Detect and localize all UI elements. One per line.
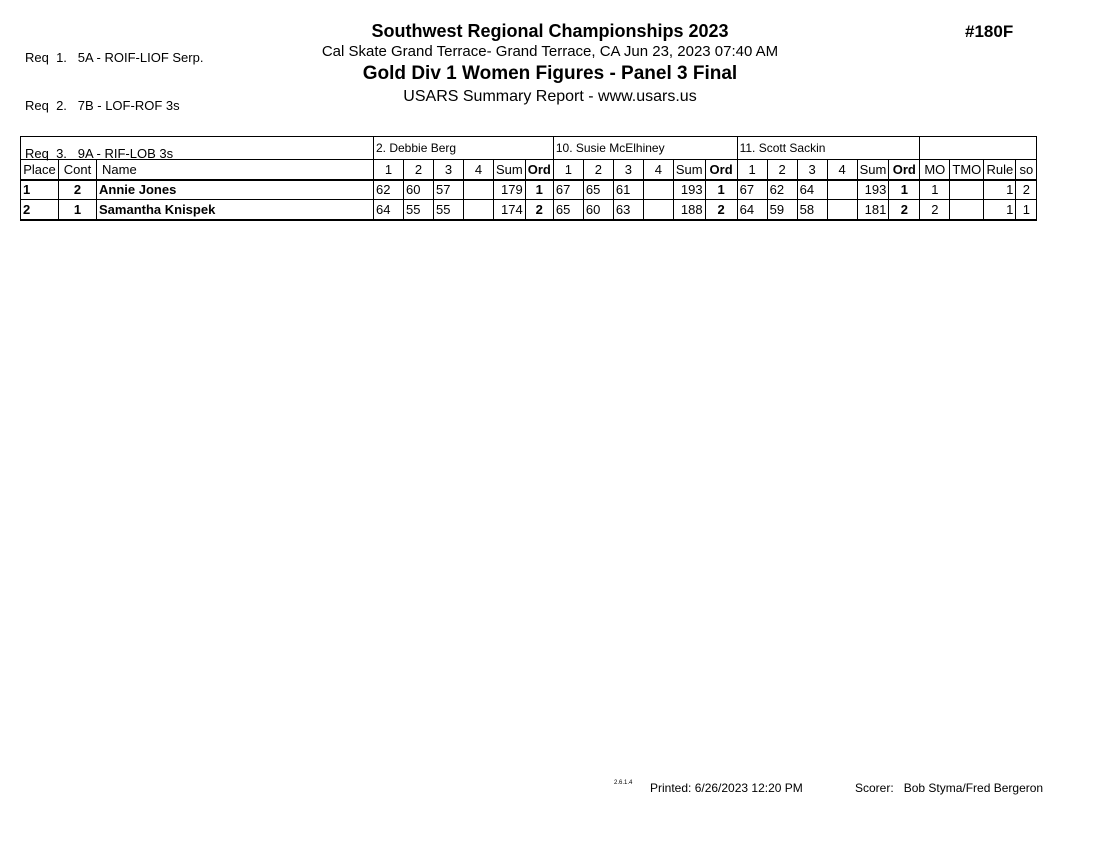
tmo-cell bbox=[950, 200, 984, 220]
score-cell: 61 bbox=[613, 180, 643, 200]
col-header-trial2: 2 bbox=[767, 160, 797, 180]
scorer-label: Scorer: bbox=[855, 781, 894, 795]
judge-row-spacer bbox=[920, 137, 1037, 160]
score-cell: 57 bbox=[434, 180, 464, 200]
score-cell bbox=[827, 180, 857, 200]
event-number: #180F bbox=[965, 22, 1014, 41]
contestant-number-cell: 2 bbox=[59, 180, 97, 200]
score-cell: 64 bbox=[797, 180, 827, 200]
score-cell: 55 bbox=[434, 200, 464, 220]
col-header-so: so bbox=[1016, 160, 1037, 180]
score-cell bbox=[827, 200, 857, 220]
col-header-trial2: 2 bbox=[404, 160, 434, 180]
score-cell: 60 bbox=[583, 200, 613, 220]
tmo-cell bbox=[950, 180, 984, 200]
judge-3-name: 11. Scott Sackin bbox=[737, 137, 920, 160]
col-header-trial3: 3 bbox=[797, 160, 827, 180]
table-row bbox=[21, 180, 1037, 200]
judge-row-spacer bbox=[21, 137, 374, 160]
score-cell: 65 bbox=[553, 200, 583, 220]
rule-cell: 1 bbox=[984, 180, 1016, 200]
col-header-trial1: 1 bbox=[737, 160, 767, 180]
col-header-sum: Sum bbox=[494, 160, 526, 180]
sum-cell: 181 bbox=[857, 200, 889, 220]
col-header-ord: Ord bbox=[705, 160, 737, 180]
col-header-trial3: 3 bbox=[613, 160, 643, 180]
score-cell bbox=[643, 180, 673, 200]
sum-cell: 193 bbox=[857, 180, 889, 200]
ordinal-cell: 2 bbox=[525, 200, 553, 220]
col-header-sum: Sum bbox=[673, 160, 705, 180]
judge-1-name: 2. Debbie Berg bbox=[374, 137, 554, 160]
score-cell: 62 bbox=[374, 180, 404, 200]
score-cell: 62 bbox=[767, 180, 797, 200]
mo-cell: 2 bbox=[920, 200, 950, 220]
sum-cell: 188 bbox=[673, 200, 705, 220]
col-header-trial3: 3 bbox=[434, 160, 464, 180]
place-cell: 1 bbox=[21, 180, 59, 200]
sum-cell: 179 bbox=[494, 180, 526, 200]
rule-cell: 1 bbox=[984, 200, 1016, 220]
sum-cell: 193 bbox=[673, 180, 705, 200]
score-cell: 58 bbox=[797, 200, 827, 220]
so-cell: 1 bbox=[1016, 200, 1037, 220]
ordinal-cell: 1 bbox=[889, 180, 920, 200]
score-cell: 55 bbox=[404, 200, 434, 220]
col-header-trial1: 1 bbox=[553, 160, 583, 180]
software-version: 2.6.1.4 bbox=[614, 780, 633, 786]
col-header-ord: Ord bbox=[525, 160, 553, 180]
report-type-line: USARS Summary Report - www.usars.us bbox=[403, 88, 697, 105]
col-header-rule: Rule bbox=[984, 160, 1016, 180]
col-header-sum: Sum bbox=[857, 160, 889, 180]
score-cell: 67 bbox=[737, 180, 767, 200]
col-header-cont: Cont bbox=[59, 160, 97, 180]
col-header-tmo: TMO bbox=[950, 160, 984, 180]
skater-name-cell: Samantha Knispek bbox=[97, 200, 374, 220]
col-header-place: Place bbox=[21, 160, 59, 180]
score-cell bbox=[464, 200, 494, 220]
contestant-number-cell: 1 bbox=[59, 200, 97, 220]
score-cell: 59 bbox=[767, 200, 797, 220]
so-cell: 2 bbox=[1016, 180, 1037, 200]
col-header-trial4: 4 bbox=[643, 160, 673, 180]
column-header-row bbox=[21, 160, 1037, 180]
score-cell: 60 bbox=[404, 180, 434, 200]
ordinal-cell: 1 bbox=[525, 180, 553, 200]
col-header-ord: Ord bbox=[889, 160, 920, 180]
score-cell: 63 bbox=[613, 200, 643, 220]
place-cell: 2 bbox=[21, 200, 59, 220]
col-header-name: Name bbox=[97, 160, 374, 180]
venue-date-line: Cal Skate Grand Terrace- Grand Terrace, CA Jun 23, 2023 07:40 AM bbox=[321, 43, 779, 60]
score-cell: 67 bbox=[553, 180, 583, 200]
ordinal-cell: 2 bbox=[889, 200, 920, 220]
mo-cell: 1 bbox=[920, 180, 950, 200]
col-header-trial2: 2 bbox=[583, 160, 613, 180]
col-header-trial4: 4 bbox=[464, 160, 494, 180]
scorer-names: Bob Styma/Fred Bergeron bbox=[903, 781, 1044, 795]
skater-name-cell: Annie Jones bbox=[97, 180, 374, 200]
score-cell bbox=[643, 200, 673, 220]
col-header-trial1: 1 bbox=[374, 160, 404, 180]
col-header-mo: MO bbox=[920, 160, 950, 180]
table-row bbox=[21, 200, 1037, 220]
ordinal-cell: 2 bbox=[705, 200, 737, 220]
event-title: Gold Div 1 Women Figures - Panel 3 Final bbox=[362, 63, 738, 84]
judge-header-row bbox=[21, 137, 1037, 160]
requirement-line: Req 2. 7B - LOF-ROF 3s bbox=[25, 98, 180, 113]
judge-2-name: 10. Susie McElhiney bbox=[553, 137, 737, 160]
championship-title: Southwest Regional Championships 2023 bbox=[371, 21, 729, 41]
sum-cell: 174 bbox=[494, 200, 526, 220]
scorer-credit bbox=[855, 781, 1043, 795]
score-cell: 65 bbox=[583, 180, 613, 200]
col-header-trial4: 4 bbox=[827, 160, 857, 180]
printed-timestamp: Printed: 6/26/2023 12:20 PM bbox=[650, 781, 803, 795]
requirement-line: Req 1. 5A - ROIF-LIOF Serp. bbox=[25, 50, 204, 65]
score-cell bbox=[464, 180, 494, 200]
ordinal-cell: 1 bbox=[705, 180, 737, 200]
score-cell: 64 bbox=[374, 200, 404, 220]
results-table bbox=[20, 136, 1037, 221]
score-cell: 64 bbox=[737, 200, 767, 220]
report-heading bbox=[170, 20, 930, 108]
requirement-line: Req 3. 9A - RIF-LOB 3s bbox=[25, 146, 174, 161]
